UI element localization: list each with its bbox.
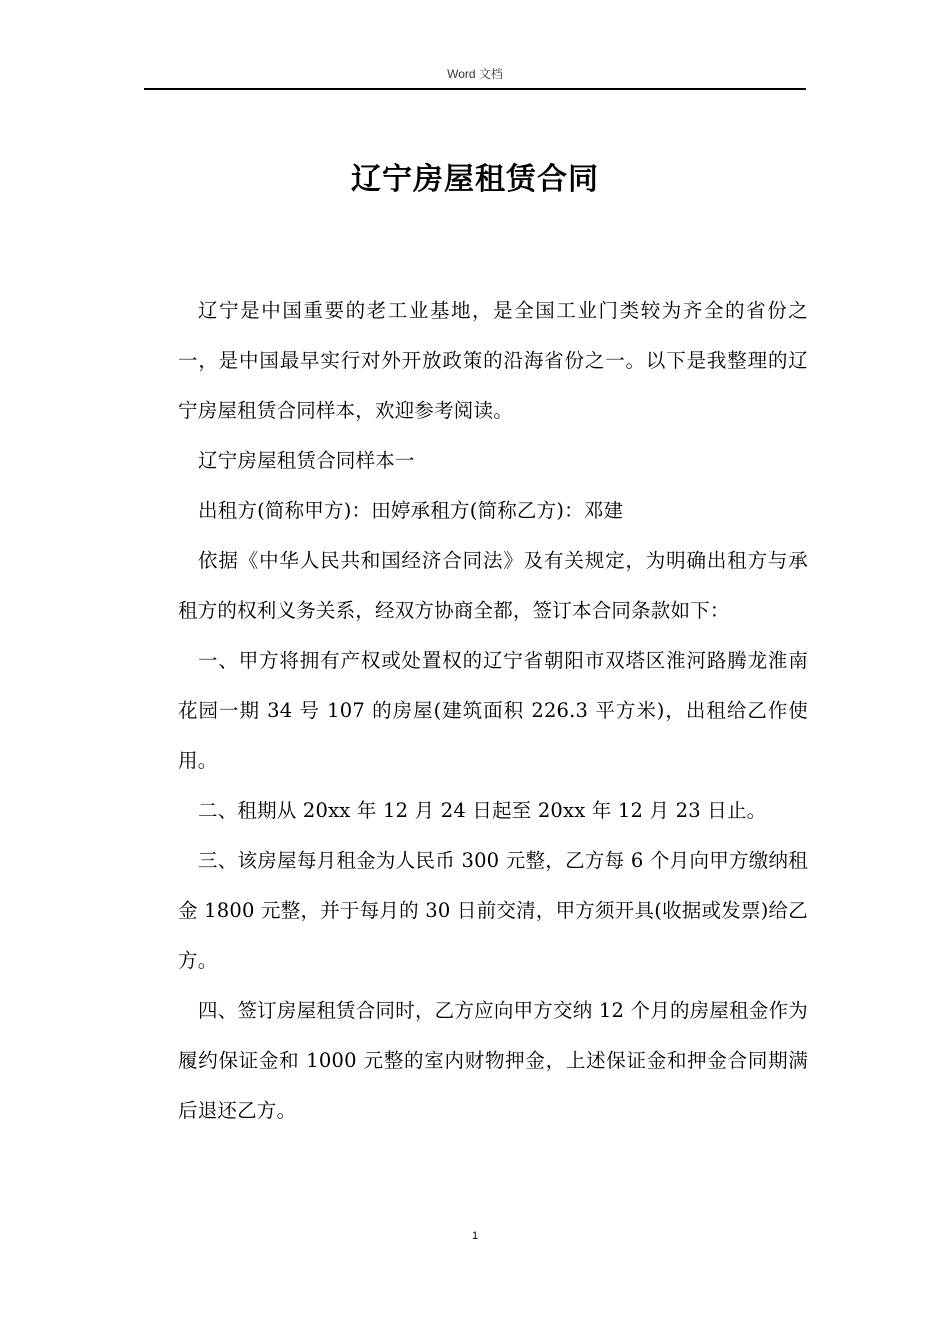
intro-paragraph: 辽宁是中国重要的老工业基地，是全国工业门类较为齐全的省份之一，是中国最早实行对外开放政策的沿海省份之一。以下是我整理的辽宁房屋租赁合同样本，欢迎参考阅读。: [178, 299, 808, 422]
document-body: [178, 286, 808, 1136]
document-title: 辽宁房屋租赁合同: [351, 162, 599, 197]
page-header: Word 文档: [447, 67, 503, 81]
clause-1: 一、甲方将拥有产权或处置权的辽宁省朝阳市双塔区淮河路腾龙淮南花园一期 34 号 107 的房屋(建筑面积 226.3 平方米)，出租给乙作使用。: [178, 649, 808, 772]
clause-3: 三、该房屋每月租金为人民币 300 元整，乙方每 6 个月向甲方缴纳租金 1800 元整，并于每月的 30 日前交清，甲方须开具(收据或发票)给乙方。: [178, 849, 808, 972]
parties-paragraph: 出租方(简称甲方)：田婷承租方(简称乙方)：邓建: [198, 499, 624, 522]
clause-4: 四、签订房屋租赁合同时，乙方应向甲方交纳 12 个月的房屋租金作为履约保证金和 1000 元整的室内财物押金，上述保证金和押金合同期满后退还乙方。: [178, 999, 808, 1122]
clause-2: 二、租期从 20xx 年 12 月 24 日起至 20xx 年 12 月 23 日止。: [198, 799, 767, 822]
header-divider: [144, 88, 806, 90]
sample-heading: 辽宁房屋租赁合同样本一: [198, 449, 415, 472]
page-number: 1: [471, 1230, 479, 1242]
basis-paragraph: 依据《中华人民共和国经济合同法》及有关规定，为明确出租方与承租方的权利义务关系，经双方协商全都，签订本合同条款如下：: [178, 549, 808, 622]
